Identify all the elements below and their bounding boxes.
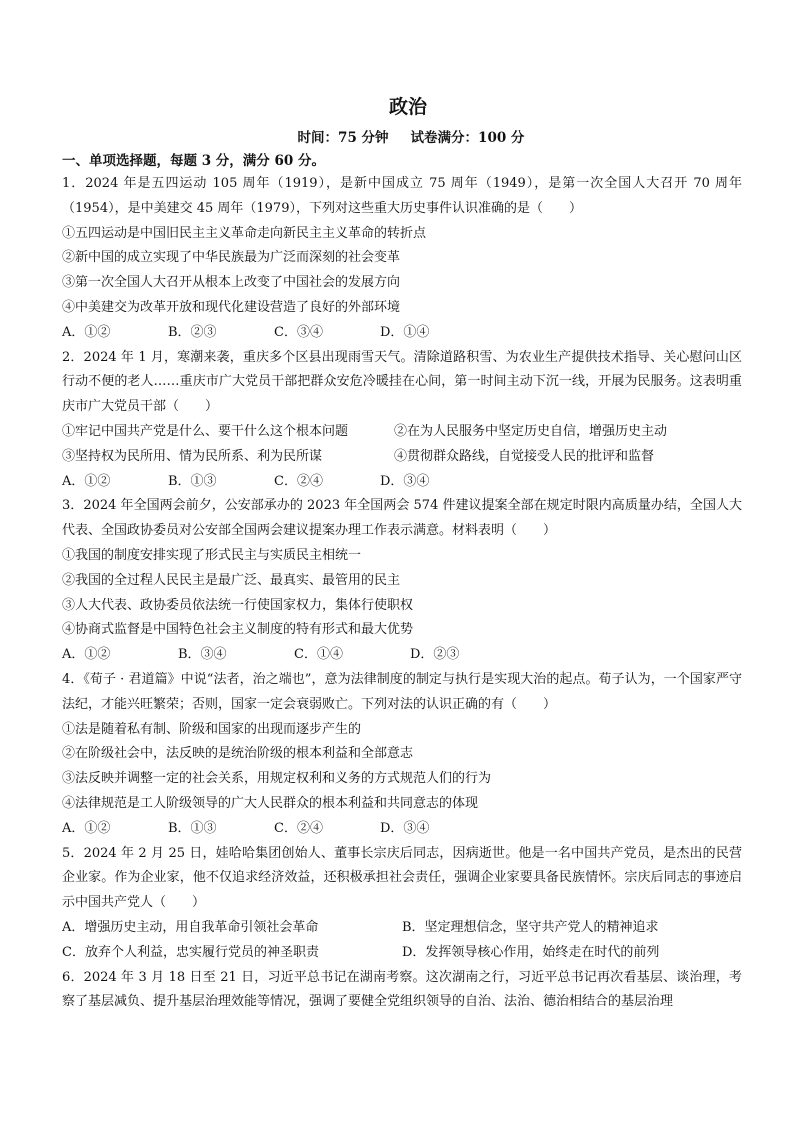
statement-2: ②在为人民服务中坚定历史自信，增强历史主动 — [394, 423, 668, 439]
question-3 — [62, 494, 742, 668]
options-row — [62, 643, 742, 668]
statement-3: ③第一次全国人大召开从根本上改变了中国社会的发展方向 — [62, 275, 401, 291]
option-d: D．③④ — [380, 473, 430, 489]
question-stem: 2．2024 年 1 月，寒潮来袭，重庆多个区县出现雨雪天气。清除道路积雪、为农业生产提供技术指导、关心慰问山区行动不便的老人……重庆市广大党员干部把群众安危冷暖挂在心间，第一时间主动下沉一线，开展为民服务。这表明重庆市广大党员干部（ ） — [62, 349, 742, 415]
statement-2: ②新中国的成立实现了中华民族最为广泛而深刻的社会变革 — [62, 250, 401, 266]
question-stem: 6．2024 年 3 月 18 日至 21 日，习近平总书记在湖南考察。这次湖南之行，习近平总书记再次看基层、谈治理，考察了基层减负、提升基层治理效能等情况，强调了要健全党组织领导的自治、法治、德治相结合的基层治理 — [62, 969, 742, 1010]
question-4 — [62, 668, 742, 842]
statement-pair — [62, 420, 742, 445]
option-b: B．①③ — [168, 473, 217, 489]
options-row — [62, 941, 742, 966]
question-stem: 3．2024 年全国两会前夕，公安部承办的 2023 年全国两会 574 件建议提案全部在规定时限内高质量办结，全国人大代表、全国政协委员对公安部全国两会建议提案办理工作表示满意。材料表明（ ） — [62, 498, 742, 539]
option-a: A．①② — [62, 647, 111, 663]
statement-4: ④贯彻群众路线，自觉接受人民的批评和监督 — [394, 448, 655, 464]
statement-2: ②在阶级社会中，法反映的是统治阶级的根本利益和全部意志 — [62, 746, 414, 762]
option-b: B．坚定理想信念，坚守共产党人的精神追求 — [402, 919, 659, 935]
option-c: C．③④ — [274, 324, 323, 340]
question-6 — [62, 966, 742, 1016]
exam-time: 时间：75 分钟 — [297, 130, 389, 146]
options-row — [62, 321, 742, 346]
exam-meta — [62, 128, 742, 148]
statement-1: ①五四运动是中国旧民主主义革命走向新民主主义革命的转折点 — [62, 225, 427, 241]
exam-score: 试卷满分：100 分 — [410, 130, 525, 146]
statement-1: ①牢记中国共产党是什么、要干什么这个根本问题 — [62, 423, 349, 439]
section-header: 一、单项选择题，每题 3 分，满分 60 分。 — [62, 153, 325, 169]
statement-2: ②我国的全过程人民民主是最广泛、最真实、最管用的民主 — [62, 572, 401, 588]
question-stem: 1．2024 年是五四运动 105 周年（1919），是新中国成立 75 周年（1949），是第一次全国人大召开 70 周年（1954），是中美建交 45 周年（1979），下列对这些重大历史事件认识准确的是（ ） — [62, 176, 742, 216]
question-1 — [62, 172, 742, 346]
statement-3: ③坚持权为民所用、情为民所系、利为民所谋 — [62, 448, 323, 464]
statement-1: ①法是随着私有制、阶级和国家的出现而逐步产生的 — [62, 721, 362, 737]
statement-3: ③人大代表、政协委员依法统一行使国家权力，集体行使职权 — [62, 597, 414, 613]
statement-4: ④中美建交为改革开放和现代化建设营造了良好的外部环境 — [62, 299, 401, 315]
option-c: C．②④ — [274, 820, 323, 836]
option-d: D．②③ — [410, 647, 460, 663]
option-a: A．①② — [62, 473, 111, 489]
option-c: C．放弃个人利益，忠实履行党员的神圣职责 — [62, 944, 319, 960]
option-c: C．①④ — [294, 647, 343, 663]
option-d: D．①④ — [380, 324, 430, 340]
option-c: C．②④ — [274, 473, 323, 489]
option-a: A．增强历史主动，用自我革命引领社会革命 — [62, 919, 319, 935]
options-row — [62, 470, 742, 495]
question-stem: 5．2024 年 2 月 25 日，娃哈哈集团创始人、董事长宗庆后同志，因病逝世。他是一名中国共产党员，是杰出的民营企业家。作为企业家，他不仅追求经济效益，还积极承担社会责任，强调企业家要具备民族情怀。宗庆后同志的事迹启示中国共产党人（ ） — [62, 845, 742, 911]
question-5 — [62, 842, 742, 966]
option-d: D．发挥领导核心作用，始终走在时代的前列 — [402, 944, 660, 960]
statement-3: ③法反映并调整一定的社会关系，用规定权利和义务的方式规范人们的行为 — [62, 771, 492, 787]
option-d: D．③④ — [380, 820, 430, 836]
statement-4: ④法律规范是工人阶级领导的广大人民群众的根本利益和共同意志的体现 — [62, 795, 479, 811]
option-b: B．③④ — [178, 647, 227, 663]
options-row — [62, 916, 742, 941]
statement-4: ④协商式监督是中国特色社会主义制度的特有形式和最大优势 — [62, 622, 414, 638]
option-b: B．①③ — [168, 820, 217, 836]
statement-1: ①我国的制度安排实现了形式民主与实质民主相统一 — [62, 547, 362, 563]
statement-pair — [62, 445, 742, 470]
option-a: A．①② — [62, 324, 111, 340]
question-stem: 4．《荀子 · 君道篇》中说“法者，治之端也”，意为法律制度的制定与执行是实现大治的起点。荀子认为，一个国家严守法纪，才能兴旺繁荣；否则，国家一定会衰弱败亡。下列对法的认识正确的有（ ） — [62, 671, 742, 712]
option-a: A．①② — [62, 820, 111, 836]
option-b: B．②③ — [168, 324, 217, 340]
exam-page — [62, 94, 742, 1015]
question-2 — [62, 346, 742, 495]
exam-title: 政治 — [388, 96, 427, 118]
options-row — [62, 817, 742, 842]
